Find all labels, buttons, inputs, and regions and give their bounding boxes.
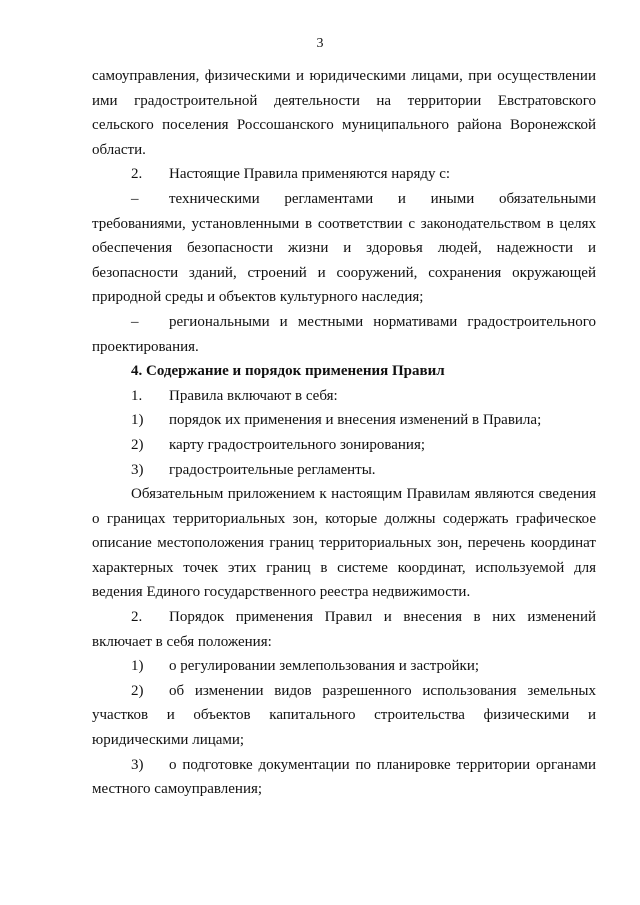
item-number: 1): [131, 658, 144, 675]
item-text: карту градостроительного зонирования;: [169, 436, 426, 453]
numbered-item: [92, 679, 596, 704]
text-line: местного самоуправления;: [92, 781, 263, 798]
text-line: Обязательным приложением к настоящим Правилам являются сведения: [131, 486, 596, 503]
text-line: области.: [92, 141, 146, 158]
item-text: Порядок применения Правил и внесения в них изменений: [169, 609, 596, 626]
text-line: описание местоположения границ территориальных зон, перечень координат: [92, 535, 596, 552]
item-number: 3): [131, 461, 144, 478]
numbered-item: [92, 753, 596, 778]
item-text: Правила включают в себя:: [169, 387, 338, 404]
text-line: самоуправления, физическими и юридическими лицами, при осуществлении: [92, 68, 596, 84]
item-number: 2): [131, 436, 144, 453]
section-heading: 4. Содержание и порядок применения Правил: [131, 363, 445, 380]
item-text: региональными и местными нормативами градостроительного: [169, 313, 596, 330]
item-number: 3): [131, 756, 144, 773]
text-line: характерных точек этих границ в системе координат, используемой для: [92, 559, 596, 576]
dash-item: [92, 187, 596, 212]
text-line: включает в себя положения:: [92, 633, 272, 650]
item-number: 2): [131, 682, 144, 699]
item-text: Настоящие Правила применяются наряду с:: [169, 166, 451, 183]
text-line: ведения Единого государственного реестра недвижимости.: [92, 584, 471, 601]
item-number: 2.: [131, 166, 143, 183]
text-line: о границах территориальных зон, которые должны содержать графическое: [92, 510, 596, 527]
dash-mark: –: [131, 313, 139, 330]
numbered-item: [92, 605, 596, 630]
item-text: о регулировании землепользования и застройки;: [169, 658, 480, 675]
item-text: градостроительные регламенты.: [169, 461, 376, 478]
numbered-item: [92, 384, 596, 409]
numbered-item: [92, 654, 596, 679]
numbered-item: [92, 408, 596, 433]
text-line: ими градостроительной деятельности на территории Евстратовского: [92, 92, 596, 109]
text-line: участков и объектов капитального строительства физическими и: [92, 707, 596, 724]
text-line: безопасности зданий, строений и сооружений, сохранения окружающей: [92, 264, 596, 281]
item-number: 1.: [131, 387, 143, 404]
document-body: [92, 64, 596, 802]
numbered-item: [92, 458, 596, 483]
text-line: проектирования.: [92, 338, 199, 355]
numbered-item: [92, 162, 596, 187]
item-text: о подготовке документации по планировке территории органами: [169, 756, 596, 773]
item-number: 1): [131, 412, 144, 429]
dash-item: [92, 310, 596, 335]
numbered-item: [92, 433, 596, 458]
item-text: порядок их применения и внесения изменений в Правила;: [169, 412, 542, 429]
text-line: обеспечения безопасности жизни и здоровья людей, надежности и: [92, 240, 596, 257]
text-line: природной среды и объектов культурного наследия;: [92, 289, 424, 306]
page-number: 3: [316, 36, 324, 51]
item-number: 2.: [131, 609, 143, 626]
item-text: техническими регламентами и иными обязательными: [169, 190, 596, 207]
text-line: юридическими лицами;: [92, 732, 245, 749]
text-line: требованиями, установленными в соответствии с законодательством в целях: [92, 215, 596, 232]
dash-mark: –: [131, 190, 139, 207]
item-text: об изменении видов разрешенного использования земельных: [169, 682, 596, 699]
text-line: сельского поселения Россошанского муниципального района Воронежской: [92, 117, 596, 134]
